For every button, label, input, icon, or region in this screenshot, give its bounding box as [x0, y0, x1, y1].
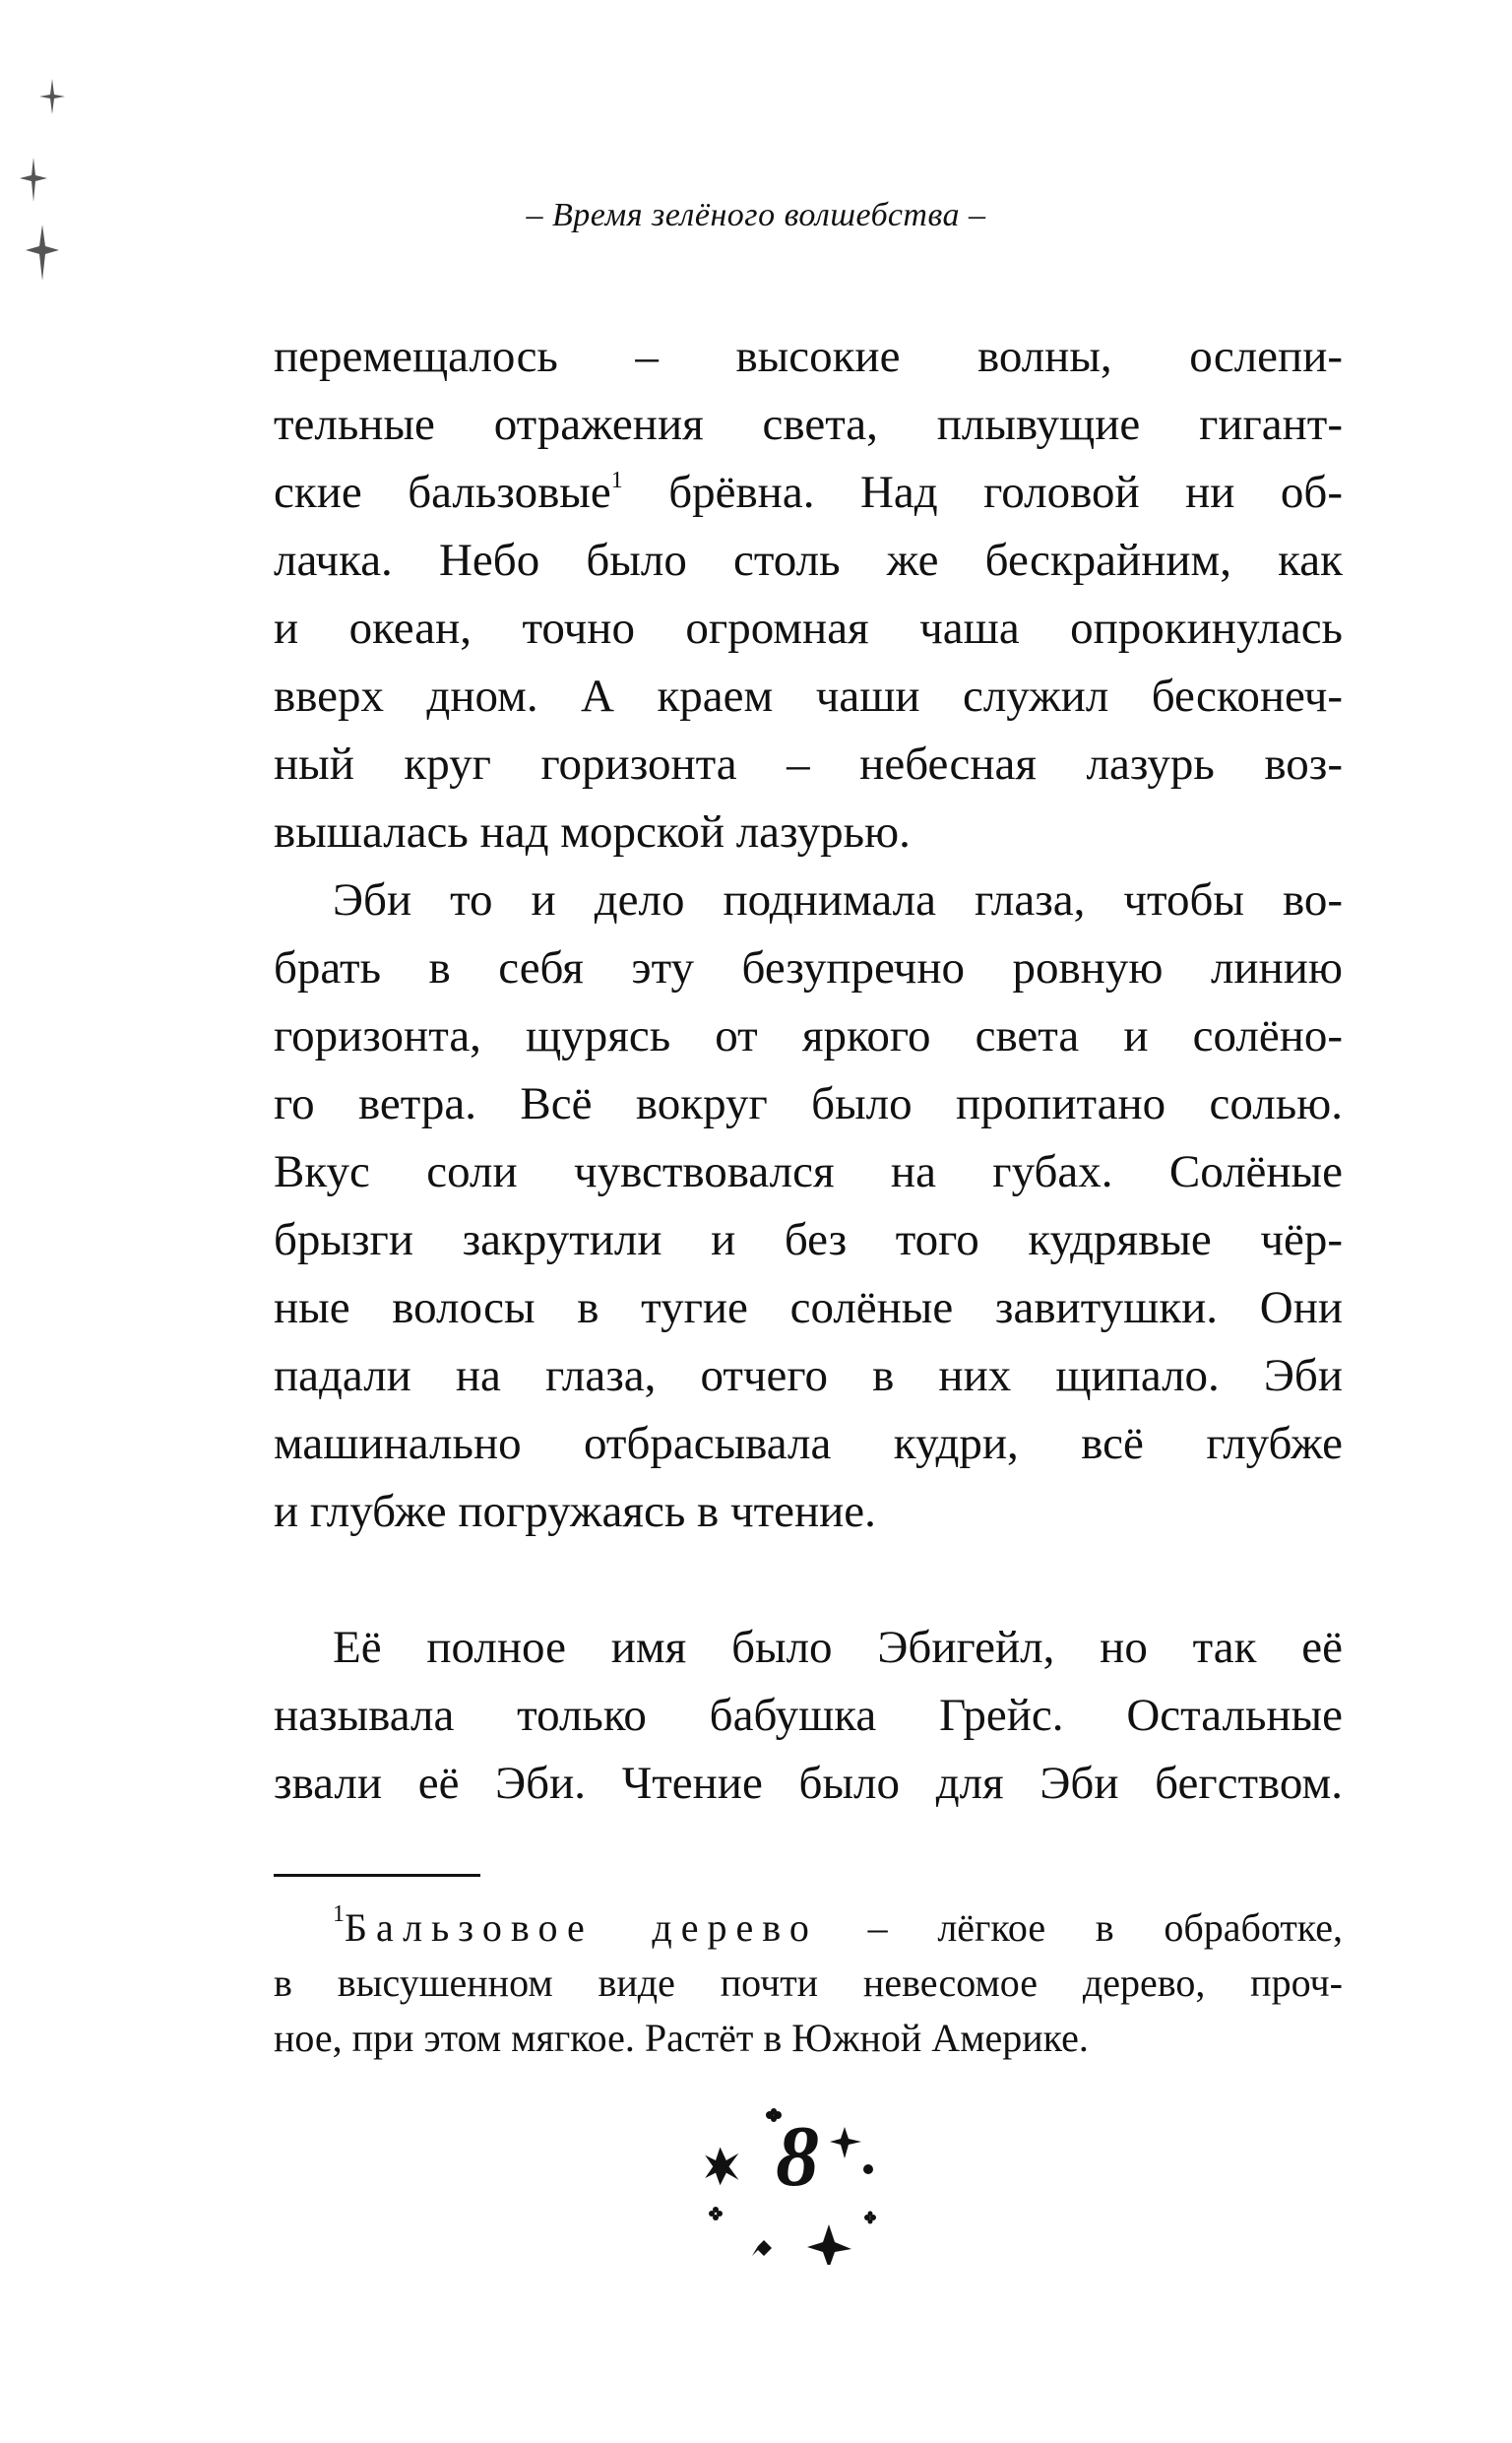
text-line: брать в себя эту безупречно ровную линию	[274, 942, 1343, 994]
text-fragment: брёвна. Над головой ни об-	[668, 467, 1343, 518]
page-number-ornament	[689, 2068, 906, 2265]
text-line: и глубже погружаясь в чтение.	[274, 1486, 876, 1537]
text-line: вверх дном. А краем чаши служил бесконеч-	[274, 671, 1343, 722]
text-line: ные волосы в тугие солёные завитушки. Они	[274, 1282, 1343, 1333]
text-line: Эби то и дело поднимала глаза, чтобы во-	[333, 874, 1343, 926]
falling-stars-decoration-icon	[0, 0, 197, 295]
footnote-line: ное, при этом мягкое. Растёт в Южной Америке.	[274, 2016, 1089, 2060]
footnote-separator	[274, 1874, 480, 1877]
body-text	[274, 323, 1343, 1818]
text-line	[274, 459, 1343, 527]
text-line: звали её Эби. Чтение было для Эби бегством.	[274, 1758, 1343, 1809]
footnote-text: – лёгкое в обработке,	[817, 1905, 1343, 1950]
section-break	[274, 1546, 1343, 1614]
text-fragment: ские бальзовые	[274, 467, 611, 518]
text-line: машинально отбрасывала кудри, всё глубже	[274, 1418, 1343, 1469]
text-line: вышалась над морской лазурью.	[274, 806, 911, 858]
text-line: ный круг горизонта – небесная лазурь воз-	[274, 739, 1343, 790]
footnote-line	[274, 1900, 1343, 1956]
footnote-marker: 1	[333, 1901, 345, 1927]
running-header-title: – Время зелёного волшебства –	[526, 197, 986, 233]
text-line: и океан, точно огромная чаша опрокинулась	[274, 603, 1343, 654]
text-line: горизонта, щурясь от яркого света и солёно-	[274, 1010, 1343, 1061]
footnote-line: в высушенном виде почти невесомое дерево, проч-	[274, 1961, 1343, 2005]
text-line: тельные отражения света, плывущие гигант-	[274, 399, 1343, 450]
text-line: падали на глаза, отчего в них щипало. Эби	[274, 1350, 1343, 1401]
footnote-term: Бальзовое дерево	[345, 1905, 818, 1950]
text-line: брызги закрутили и без того кудрявые чёр-	[274, 1214, 1343, 1265]
text-line: перемещалось – высокие волны, ослепи-	[274, 331, 1343, 382]
footnote-ref[interactable]: 1	[610, 468, 623, 493]
text-line: го ветра. Всё вокруг было пропитано солью.	[274, 1078, 1343, 1129]
page-number: 8	[776, 2109, 819, 2205]
text-line: Вкус соли чувствовался на губах. Солёные	[274, 1146, 1343, 1197]
footnote	[274, 1900, 1343, 2066]
text-line: лачка. Небо было столь же бескрайним, как	[274, 535, 1343, 586]
text-line: называла только бабушка Грейс. Остальные	[274, 1690, 1343, 1741]
text-line: Её полное имя было Эбигейл, но так её	[333, 1622, 1343, 1673]
